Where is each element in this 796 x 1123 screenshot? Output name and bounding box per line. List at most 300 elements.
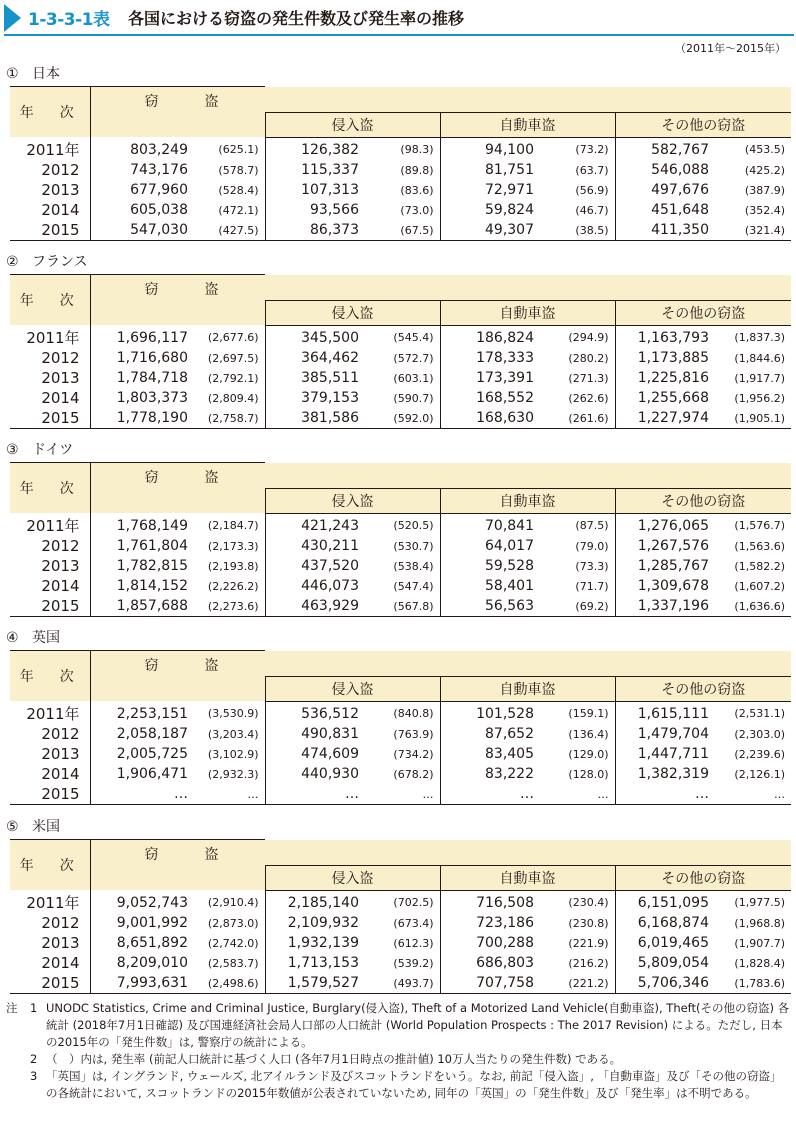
vehicle-rate-cell: (221.9)	[538, 933, 615, 953]
vehicle-count-cell: 178,333	[476, 350, 534, 366]
vehicle-rate-cell: (38.5)	[538, 220, 615, 241]
header-other: その他の窃盗	[615, 676, 791, 701]
total-rate-cell: (2,742.0)	[192, 933, 265, 953]
table-row	[10, 913, 791, 933]
header-total: 窃 盗	[90, 275, 265, 326]
vehicle-rate-cell: …	[538, 784, 615, 805]
total-count-cell: 1,784,718	[116, 370, 188, 386]
table-row	[10, 325, 791, 348]
other-rate-cell: (1,582.2)	[734, 559, 785, 573]
other-count-cell: …	[615, 784, 713, 805]
note-item	[6, 1000, 791, 1051]
table-row	[10, 388, 791, 408]
header-total: 窃 盗	[90, 87, 265, 138]
vehicle-rate-cell: (230.8)	[538, 913, 615, 933]
total-count-cell: 1,857,688	[90, 596, 192, 617]
year-cell: 2011年	[10, 137, 90, 160]
total-count-cell: 1,778,190	[90, 408, 192, 429]
total-rate-cell: (2,809.4)	[192, 388, 265, 408]
other-count-cell: 1,255,668	[637, 390, 709, 406]
vehicle-count-cell: 81,751	[485, 162, 534, 178]
total-rate-cell: (578.7)	[192, 160, 265, 180]
burglary-count-cell: 463,929	[265, 596, 363, 617]
other-count-cell: 5,706,346	[615, 973, 713, 994]
other-rate-cell: (1,844.6)	[734, 351, 785, 365]
burglary-rate-cell: (98.3)	[363, 137, 440, 160]
burglary-count-cell: 93,566	[310, 202, 359, 218]
other-count-cell: 1,225,816	[637, 370, 709, 386]
total-rate-cell: (3,203.4)	[192, 724, 265, 744]
note-number: 1	[30, 1001, 38, 1015]
total-count-cell: 9,052,743	[116, 894, 188, 911]
total-count-cell: 1,906,471	[116, 766, 188, 782]
burglary-rate-cell: …	[363, 784, 440, 805]
vehicle-rate-cell: (128.0)	[538, 764, 615, 784]
vehicle-rate-cell: (159.1)	[538, 701, 615, 724]
total-count-cell: 1,696,117	[116, 329, 188, 346]
total-rate-cell: (528.4)	[192, 180, 265, 200]
other-count-cell: 1,382,319	[637, 766, 709, 782]
table-row	[10, 596, 791, 617]
total-rate-cell: (427.5)	[192, 220, 265, 241]
year-cell: 2014	[10, 953, 90, 973]
other-rate-cell: (453.5)	[744, 143, 785, 157]
vehicle-rate-cell: (87.5)	[538, 513, 615, 536]
total-count-cell: 1,761,804	[116, 538, 188, 554]
header-year: 年 次	[10, 463, 90, 514]
burglary-count-cell: 430,211	[301, 538, 359, 554]
burglary-rate-cell: (73.0)	[363, 200, 440, 220]
vehicle-count-cell: 59,824	[485, 202, 534, 218]
total-count-cell: 7,993,631	[90, 973, 192, 994]
total-rate-cell: (2,273.6)	[192, 596, 265, 617]
section-label	[6, 63, 60, 83]
section-country: ドイツ	[32, 442, 74, 458]
total-rate-cell: (2,758.7)	[192, 408, 265, 429]
header-vehicle: 自動車盗	[440, 300, 615, 325]
burglary-count-cell: 107,313	[301, 182, 359, 198]
burglary-rate-cell: (734.2)	[363, 744, 440, 764]
other-rate-cell: (1,828.4)	[734, 956, 785, 970]
header-year: 年 次	[10, 840, 90, 891]
section-country: 英国	[32, 630, 60, 646]
total-rate-cell: (625.1)	[192, 137, 265, 160]
header-burglary: 侵入盗	[265, 300, 440, 325]
burglary-count-cell: 345,500	[301, 329, 359, 346]
vehicle-count-cell: 168,630	[440, 408, 538, 429]
vehicle-count-cell: 72,971	[485, 182, 534, 198]
theft-table	[10, 650, 791, 805]
other-count-cell: 497,676	[651, 182, 709, 198]
burglary-count-cell: 536,512	[301, 705, 359, 722]
burglary-count-cell: 1,713,153	[287, 955, 359, 971]
burglary-count-cell: 115,337	[301, 162, 359, 178]
vehicle-count-cell: 686,803	[476, 955, 534, 971]
other-count-cell: 1,309,678	[637, 578, 709, 594]
note-item	[6, 1068, 791, 1102]
total-rate-cell: (2,792.1)	[192, 368, 265, 388]
table-row	[10, 200, 791, 220]
vehicle-rate-cell: (230.4)	[538, 890, 615, 913]
other-count-cell: 1,173,885	[637, 350, 709, 366]
year-cell: 2013	[10, 180, 90, 200]
burglary-count-cell: 126,382	[301, 141, 359, 158]
total-count-cell: 1,782,815	[116, 558, 188, 574]
burglary-count-cell: 379,153	[301, 390, 359, 406]
other-count-cell: 1,447,711	[637, 746, 709, 762]
vehicle-rate-cell: (271.3)	[538, 368, 615, 388]
vehicle-count-cell: 94,100	[485, 141, 534, 158]
other-rate-cell: (352.4)	[744, 203, 785, 217]
other-count-cell: 411,350	[615, 220, 713, 241]
burglary-count-cell: 437,520	[301, 558, 359, 574]
year-cell: 2013	[10, 933, 90, 953]
theft-table	[10, 274, 791, 429]
vehicle-count-cell: 168,552	[476, 390, 534, 406]
vehicle-count-cell: 59,528	[485, 558, 534, 574]
note-text: （ ）内は, 発生率 (前記人口統計に基づく人口 (各年7月1日時点の推計値) 10万人当たりの発生件数) である。	[46, 1052, 622, 1066]
year-cell: 2012	[10, 913, 90, 933]
year-cell: 2014	[10, 576, 90, 596]
vehicle-rate-cell: (261.6)	[538, 408, 615, 429]
vehicle-rate-cell: (69.2)	[538, 596, 615, 617]
other-rate-cell: (1,968.8)	[734, 916, 785, 930]
vehicle-rate-cell: (136.4)	[538, 724, 615, 744]
theft-table	[10, 839, 791, 994]
other-rate-cell: (1,977.5)	[734, 896, 785, 910]
burglary-rate-cell: (840.8)	[363, 701, 440, 724]
total-rate-cell: (2,873.0)	[192, 913, 265, 933]
year-cell: 2012	[10, 724, 90, 744]
table-row	[10, 368, 791, 388]
burglary-rate-cell: (545.4)	[363, 325, 440, 348]
section-label	[6, 251, 88, 271]
section-country: 米国	[32, 819, 60, 835]
section-label	[6, 816, 60, 836]
vehicle-rate-cell: (73.2)	[538, 137, 615, 160]
header-vehicle: 自動車盗	[440, 865, 615, 890]
vehicle-count-cell: 723,186	[476, 915, 534, 931]
header-year: 年 次	[10, 651, 90, 702]
year-cell: 2014	[10, 764, 90, 784]
table-row	[10, 576, 791, 596]
header-burglary: 侵入盗	[265, 865, 440, 890]
other-count-cell: 546,088	[651, 162, 709, 178]
burglary-rate-cell: (89.8)	[363, 160, 440, 180]
burglary-count-cell: 86,373	[265, 220, 363, 241]
table-row	[10, 556, 791, 576]
burglary-rate-cell: (538.4)	[363, 556, 440, 576]
total-count-cell: 2,253,151	[116, 705, 188, 722]
burglary-rate-cell: (530.7)	[363, 536, 440, 556]
vehicle-rate-cell: (79.0)	[538, 536, 615, 556]
other-count-cell: 1,337,196	[615, 596, 713, 617]
vehicle-count-cell: 56,563	[440, 596, 538, 617]
year-cell: 2015	[10, 973, 90, 994]
other-count-cell: 1,276,065	[637, 517, 709, 534]
table-row	[10, 890, 791, 913]
burglary-count-cell: 421,243	[301, 517, 359, 534]
header-other: その他の窃盗	[615, 488, 791, 513]
burglary-count-cell: 2,185,140	[287, 894, 359, 911]
vehicle-rate-cell: (129.0)	[538, 744, 615, 764]
year-cell: 2014	[10, 200, 90, 220]
year-cell: 2011年	[10, 513, 90, 536]
title-rule	[4, 34, 794, 36]
burglary-count-cell: 1,932,139	[287, 935, 359, 951]
header-total: 窃 盗	[90, 840, 265, 891]
vehicle-count-cell: 58,401	[485, 578, 534, 594]
burglary-rate-cell: (539.2)	[363, 953, 440, 973]
table-row	[10, 137, 791, 160]
other-rate-cell: (1,576.7)	[734, 519, 785, 533]
table-row	[10, 784, 791, 805]
header-spacer	[265, 840, 791, 866]
burglary-rate-cell: (590.7)	[363, 388, 440, 408]
notes	[6, 1000, 791, 1102]
table-row	[10, 764, 791, 784]
burglary-count-cell: …	[265, 784, 363, 805]
other-rate-cell: (1,907.7)	[734, 936, 785, 950]
header-burglary: 侵入盗	[265, 676, 440, 701]
year-cell: 2015	[10, 596, 90, 617]
header-total: 窃 盗	[90, 651, 265, 702]
vehicle-count-cell: …	[440, 784, 538, 805]
total-rate-cell: (2,932.3)	[192, 764, 265, 784]
other-count-cell: 6,151,095	[637, 894, 709, 911]
vehicle-count-cell: 716,508	[476, 894, 534, 911]
other-count-cell: 1,615,111	[637, 705, 709, 722]
table-row	[10, 408, 791, 429]
page-title: 各国における窃盗の発生件数及び発生率の推移	[128, 9, 465, 28]
year-cell: 2015	[10, 408, 90, 429]
table-row	[10, 180, 791, 200]
section-number: ②	[6, 254, 19, 270]
header-spacer	[265, 651, 791, 677]
header-other: その他の窃盗	[615, 112, 791, 137]
burglary-rate-cell: (612.3)	[363, 933, 440, 953]
section-label	[6, 439, 73, 459]
total-count-cell: 2,058,187	[116, 726, 188, 742]
other-count-cell: 1,479,704	[637, 726, 709, 742]
burglary-count-cell: 1,579,527	[265, 973, 363, 994]
total-count-cell: 743,176	[130, 162, 188, 178]
table-row	[10, 536, 791, 556]
other-rate-cell: (1,783.6)	[713, 973, 791, 994]
other-rate-cell: (1,636.6)	[713, 596, 791, 617]
burglary-count-cell: 364,462	[301, 350, 359, 366]
burglary-count-cell: 385,511	[301, 370, 359, 386]
year-cell: 2013	[10, 744, 90, 764]
vehicle-count-cell: 64,017	[485, 538, 534, 554]
other-rate-cell: (2,239.6)	[734, 747, 785, 761]
total-count-cell: 8,651,892	[116, 935, 188, 951]
header-spacer	[265, 463, 791, 489]
year-cell: 2013	[10, 556, 90, 576]
table-row	[10, 973, 791, 994]
vehicle-rate-cell: (71.7)	[538, 576, 615, 596]
vehicle-rate-cell: (73.3)	[538, 556, 615, 576]
total-count-cell: 8,209,010	[116, 955, 188, 971]
burglary-rate-cell: (493.7)	[363, 973, 440, 994]
year-cell: 2014	[10, 388, 90, 408]
total-count-cell: 9,001,992	[116, 915, 188, 931]
burglary-rate-cell: (83.6)	[363, 180, 440, 200]
total-count-cell: …	[90, 784, 192, 805]
total-rate-cell: (2,910.4)	[192, 890, 265, 913]
total-count-cell: 605,038	[130, 202, 188, 218]
year-cell: 2015	[10, 784, 90, 805]
section-number: ③	[6, 442, 19, 458]
vehicle-count-cell: 49,307	[440, 220, 538, 241]
other-count-cell: 451,648	[651, 202, 709, 218]
vehicle-count-cell: 700,288	[476, 935, 534, 951]
other-count-cell: 1,227,974	[615, 408, 713, 429]
table-row	[10, 513, 791, 536]
other-rate-cell: (425.2)	[744, 163, 785, 177]
vehicle-count-cell: 83,222	[485, 766, 534, 782]
vehicle-count-cell: 173,391	[476, 370, 534, 386]
vehicle-count-cell: 101,528	[476, 705, 534, 722]
burglary-count-cell: 474,609	[301, 746, 359, 762]
other-rate-cell: (1,956.2)	[734, 391, 785, 405]
vehicle-rate-cell: (294.9)	[538, 325, 615, 348]
header-vehicle: 自動車盗	[440, 112, 615, 137]
other-count-cell: 6,019,465	[637, 935, 709, 951]
total-count-cell: 1,768,149	[116, 517, 188, 534]
other-rate-cell: (1,917.7)	[734, 371, 785, 385]
section-number: ④	[6, 630, 19, 646]
section-number: ①	[6, 66, 19, 82]
vehicle-rate-cell: (221.2)	[538, 973, 615, 994]
header-other: その他の窃盗	[615, 865, 791, 890]
section-country: フランス	[32, 254, 88, 270]
other-count-cell: 1,267,576	[637, 538, 709, 554]
vehicle-rate-cell: (46.7)	[538, 200, 615, 220]
table-row	[10, 348, 791, 368]
other-rate-cell: (1,563.6)	[734, 539, 785, 553]
burglary-rate-cell: (763.9)	[363, 724, 440, 744]
note-text: 「英国」は, イングランド, ウェールズ, 北アイルランド及びスコットランドをいう。なお, 前記「侵入盗」, 「自動車盗」及び「その他の窃盗」の各統計において, スコットランドの2015年数値が公表されていないため, 同年の「英国」の「発生件数」及び「発生率」は不明である。	[46, 1069, 782, 1100]
burglary-count-cell: 490,831	[301, 726, 359, 742]
year-cell: 2012	[10, 348, 90, 368]
burglary-rate-cell: (67.5)	[363, 220, 440, 241]
vehicle-count-cell: 87,652	[485, 726, 534, 742]
total-rate-cell: …	[192, 784, 265, 805]
other-rate-cell: (1,905.1)	[713, 408, 791, 429]
note-number: 3	[30, 1069, 38, 1083]
other-count-cell: 582,767	[651, 141, 709, 158]
year-cell: 2011年	[10, 325, 90, 348]
other-rate-cell: (2,531.1)	[734, 707, 785, 721]
total-count-cell: 1,803,373	[116, 390, 188, 406]
burglary-rate-cell: (678.2)	[363, 764, 440, 784]
other-rate-cell: (1,837.3)	[734, 331, 785, 345]
other-rate-cell: (2,303.0)	[734, 727, 785, 741]
burglary-rate-cell: (520.5)	[363, 513, 440, 536]
title-bar	[4, 4, 794, 36]
period-label: （2011年～2015年）	[675, 42, 786, 55]
table-id: 1-3-3-1表	[28, 10, 110, 30]
total-count-cell: 1,716,680	[116, 350, 188, 366]
vehicle-rate-cell: (216.2)	[538, 953, 615, 973]
burglary-count-cell: 446,073	[301, 578, 359, 594]
burglary-count-cell: 440,930	[301, 766, 359, 782]
vehicle-count-cell: 186,824	[476, 329, 534, 346]
total-rate-cell: (3,102.9)	[192, 744, 265, 764]
year-cell: 2011年	[10, 701, 90, 724]
vehicle-rate-cell: (280.2)	[538, 348, 615, 368]
header-year: 年 次	[10, 87, 90, 138]
other-rate-cell: …	[713, 784, 791, 805]
section-number: ⑤	[6, 819, 19, 835]
header-other: その他の窃盗	[615, 300, 791, 325]
vehicle-count-cell: 83,405	[485, 746, 534, 762]
vehicle-count-cell: 70,841	[485, 517, 534, 534]
total-count-cell: 677,960	[130, 182, 188, 198]
other-count-cell: 6,168,874	[637, 915, 709, 931]
vehicle-rate-cell: (63.7)	[538, 160, 615, 180]
table-row	[10, 953, 791, 973]
table-row	[10, 701, 791, 724]
total-rate-cell: (2,193.8)	[192, 556, 265, 576]
burglary-rate-cell: (673.4)	[363, 913, 440, 933]
header-vehicle: 自動車盗	[440, 488, 615, 513]
year-cell: 2015	[10, 220, 90, 241]
total-rate-cell: (2,184.7)	[192, 513, 265, 536]
burglary-rate-cell: (567.8)	[363, 596, 440, 617]
total-count-cell: 2,005,725	[116, 746, 188, 762]
total-rate-cell: (472.1)	[192, 200, 265, 220]
notes-label: 注	[6, 1001, 18, 1015]
total-rate-cell: (3,530.9)	[192, 701, 265, 724]
header-total: 窃 盗	[90, 463, 265, 514]
burglary-count-cell: 2,109,932	[287, 915, 359, 931]
total-rate-cell: (2,583.7)	[192, 953, 265, 973]
total-rate-cell: (2,498.6)	[192, 973, 265, 994]
other-count-cell: 1,163,793	[637, 329, 709, 346]
section-country: 日本	[32, 66, 60, 82]
other-count-cell: 5,809,054	[637, 955, 709, 971]
total-rate-cell: (2,697.5)	[192, 348, 265, 368]
theft-table	[10, 86, 791, 241]
total-count-cell: 803,249	[130, 141, 188, 158]
total-count-cell: 547,030	[90, 220, 192, 241]
burglary-rate-cell: (702.5)	[363, 890, 440, 913]
title-arrow-icon	[4, 4, 21, 32]
header-vehicle: 自動車盗	[440, 676, 615, 701]
vehicle-count-cell: 707,758	[440, 973, 538, 994]
total-rate-cell: (2,677.6)	[192, 325, 265, 348]
other-rate-cell: (2,126.1)	[734, 767, 785, 781]
year-cell: 2012	[10, 160, 90, 180]
table-row	[10, 724, 791, 744]
burglary-rate-cell: (547.4)	[363, 576, 440, 596]
other-count-cell: 1,285,767	[637, 558, 709, 574]
year-cell: 2013	[10, 368, 90, 388]
header-burglary: 侵入盗	[265, 112, 440, 137]
total-rate-cell: (2,226.2)	[192, 576, 265, 596]
burglary-count-cell: 381,586	[265, 408, 363, 429]
vehicle-rate-cell: (262.6)	[538, 388, 615, 408]
note-number: 2	[30, 1052, 38, 1066]
vehicle-rate-cell: (56.9)	[538, 180, 615, 200]
total-rate-cell: (2,173.3)	[192, 536, 265, 556]
other-rate-cell: (321.4)	[713, 220, 791, 241]
header-spacer	[265, 87, 791, 113]
year-cell: 2012	[10, 536, 90, 556]
table-row	[10, 160, 791, 180]
